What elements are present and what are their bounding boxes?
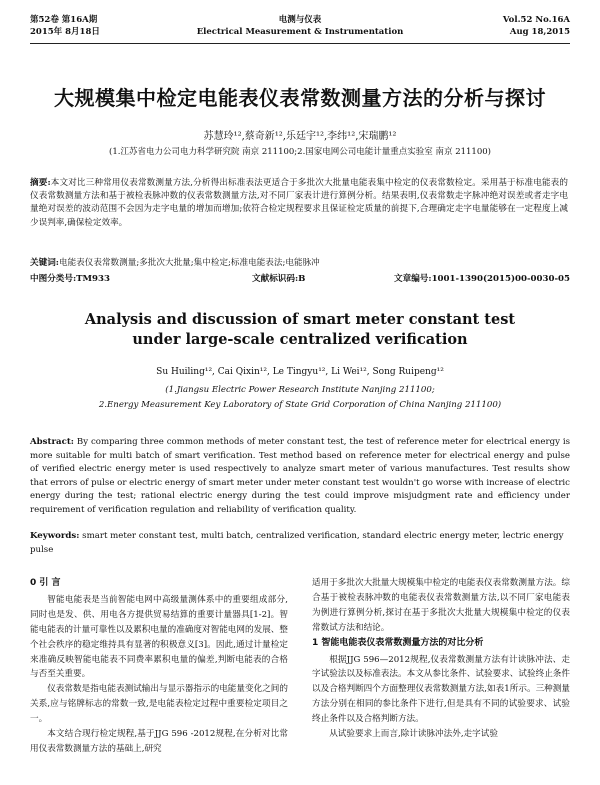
header-right <box>503 14 570 38</box>
section1-paragraph-2: 从试验要求上而言,除计读脉冲法外,走字试验 <box>329 729 498 740</box>
abstract-cn <box>30 177 568 230</box>
keywords-cn-label: 关键词: <box>30 258 59 268</box>
authors-en: Su Huiling¹², Cai Qixin¹², Le Tingyu¹², Li Wei¹², Song Ruipeng¹² <box>156 367 444 377</box>
abstract-en <box>30 436 570 517</box>
abstract-cn-text: 本文对比三种常用仪表常数测量方法,分析得出标准表法更适合于多批次大批量电能表集中检定的仪表常数检定。采用基于标准电能表的仪表常数测量方法和基于被检表脉冲数的仪表常数测量方法,对不同厂家表计进行算例分析。结果表明,仪表常数走字脉冲绝对误差或者走字电量绝对误差的波动范围不会因为走字电量的增加而增加;依符合检定规程要求且保证检定质量的前提下,合理确定走字电量能够在一定程度上减少误判率,确保检定效率。 <box>30 178 568 228</box>
volume-cn: 第52卷 第16A期 <box>30 15 98 25</box>
affiliation-en-2: 2.Energy Measurement Key Laboratory of State Grid Corporation of China Nanjing 211100) <box>98 400 502 410</box>
volume-en: Vol.52 No.16A <box>502 15 570 25</box>
section1-heading: 1 智能电能表仪表常数测量方法的对比分析 <box>312 637 484 648</box>
date-en: Aug 18,2015 <box>509 27 570 37</box>
body-column-left <box>30 576 288 757</box>
keywords-en-label: Keywords: <box>30 531 80 541</box>
right-paragraph-0: 适用于多批次大批量大规模集中检定的电能表仪表常数测量方法。综合基于被检表脉冲数的电能表仪表常数测量方法,以不同厂家电能表为例进行算例分析,探讨在基于多批次大批量大规模集中检定的仪表常数试方法和结论。 <box>312 578 570 633</box>
affiliation-en <box>30 383 570 413</box>
intro-heading: 0 引 言 <box>30 578 61 588</box>
intro-paragraph-2: 仪表常数是指电能表测试输出与显示器指示的电能量变化之间的关系,应与铭牌标志的常数一致,是电能表检定过程中重要检定项目之一。 <box>30 684 288 725</box>
keywords-cn <box>30 257 568 270</box>
header-center <box>30 14 570 38</box>
journal-cn: 电测与仪表 <box>278 15 322 25</box>
paper-title-cn: 大规模集中检定电能表仪表常数测量方法的分析与探讨 <box>54 86 546 110</box>
abstract-en-text: By comparing three common methods of meter constant test, the test of reference meter for electrical energy is more suitable for multi batch of smart verification. Test method based on reference meter for electrical energy and pulse of verified electric energy meter is used respectively to analyze smart meter of various manufactures. Test results show that errors of pulse or electric energy of smart meter under meter constant test wouldn't go worse with increase of electric energy during the test; rational electric energy during the test could improve misjudgment rate and efficiency under requirement of verification regulation and reliability of verification quality. <box>30 437 570 515</box>
body-column-right <box>312 576 570 742</box>
page-header <box>30 14 570 44</box>
clc-number: 中图分类号:TM933 <box>30 274 110 284</box>
paper-title-en: Analysis and discussion of smart meter constant test under large-scale centralized verification <box>84 311 516 348</box>
affiliation-cn: (1.江苏省电力公司电力科学研究院 南京 211100;2.国家电网公司电能计量重点实验室 南京 211100) <box>109 147 491 157</box>
article-number: 文章编号:1001-1390(2015)00-0030-05 <box>394 274 570 284</box>
journal-en: Electrical Measurement & Instrumentation <box>196 27 404 37</box>
keywords-en <box>30 530 570 557</box>
intro-paragraph-1: 智能电能表是当前智能电网中高级量测体系中的重要组成部分,同时也是发、供、用电各方提供贸易结算的重要计量器具[1-2]。智能电能表的计量可靠性以及累积电量的准确度对智能电网的发展、整个社会秩序的稳定维持具有显著的积极意义[3]。因此,通过计量检定来准确反映智能电能表不同费率累积电量的偏差,判断电能表的合格与否至关重要。 <box>30 594 288 680</box>
abstract-en-label: Abstract: <box>30 437 74 447</box>
document-code: 文献标识码:B <box>252 274 306 284</box>
affiliation-en-1: (1.Jiangsu Electric Power Research Institute Nanjing 211100; <box>165 385 435 395</box>
section1-paragraph-1: 根据JJG 596—2012规程,仪表常数测量方法有计读脉冲法、走字试验法以及标准表法。本文从参比条件、试验要求、试验终止条件以及合格判断四个方面整理仪表常数测量方法,如表1所示。三种测量方法分别在相同的参比条件下进行,但是具有不同的试验要求、试验终止条件以及合格判断方法。 <box>312 654 570 725</box>
date-cn: 2015年 8月18日 <box>30 27 100 37</box>
authors-cn: 苏慧玲¹²,蔡奇新¹²,乐廷宇¹²,李纬¹²,宋瑞鹏¹² <box>203 131 397 142</box>
classification-row <box>30 272 570 285</box>
keywords-cn-text: 电能表仪表常数测量;多批次大批量;集中检定;标准电能表法;电能脉冲 <box>58 258 320 268</box>
keywords-en-text: smart meter constant test, multi batch, centralized verification, standard electric energy meter, lectric energy pulse <box>30 531 564 555</box>
abstract-cn-label: 摘要: <box>30 178 51 188</box>
intro-paragraph-3: 本文结合现行检定规程,基于JJG 596 -2012规程,在分析对比常用仪表常数测量方法的基础上,研究 <box>30 729 288 754</box>
